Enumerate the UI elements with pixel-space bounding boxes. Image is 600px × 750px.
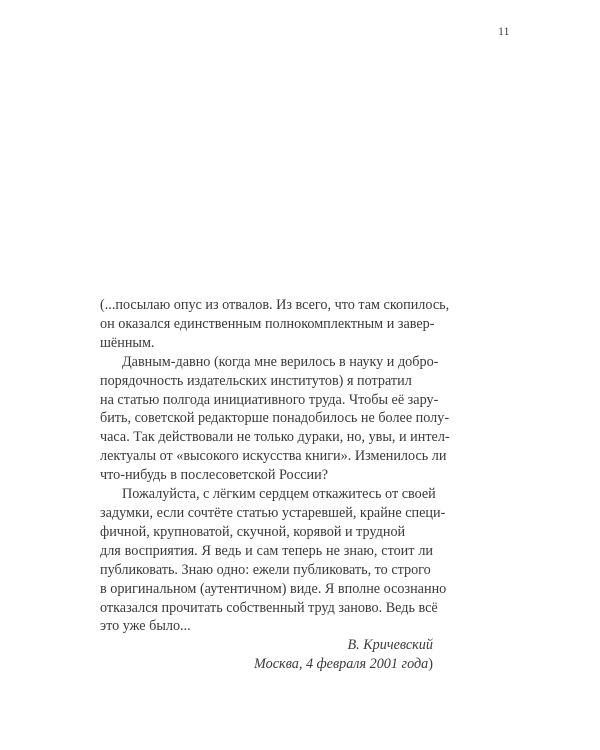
text-line: часа. Так действовали не только дураки, но, увы, и интел- [100, 429, 450, 446]
text-line: в оригинальном (аутентичном) виде. Я вполне осознанно [100, 580, 447, 597]
text-line: это уже было... [100, 618, 191, 635]
text-line: что-нибудь в послесоветской России? [100, 467, 329, 484]
text-line: порядочность издательских институтов) я потратил [100, 372, 412, 389]
text-line: на статью полгода инициативного труда. Чтобы её зару- [100, 391, 439, 408]
closing-paren: ) [428, 656, 433, 673]
text-line: лектуалы от «высокого искусства книги». Изменилось ли [100, 448, 447, 465]
signature-author: В. Кричевский [347, 637, 433, 654]
text-line: для восприятия. Я ведь и сам теперь не знаю, стоит ли [100, 542, 433, 559]
signature-place-date [100, 655, 433, 674]
text-line: (...посылаю опус из отвалов. Из всего, что там скопилось, [100, 297, 450, 313]
body-text [100, 296, 450, 674]
place-date-text: Москва, 4 февраля 2001 года [254, 656, 429, 673]
text-line: бить, советской редакторше понадобилось не более полу- [100, 410, 450, 427]
text-line: он оказался единственным полнокомплектным и завер- [100, 315, 435, 332]
text-line: шённым. [100, 334, 155, 351]
text-line: публиковать. Знаю одно: ежели публиковать, то строго [100, 561, 431, 578]
text-line: Пожалуйста, с лёгким сердцем откажитесь от своей [122, 486, 436, 503]
text-line: фичной, крупноватой, скучной, корявой и трудной [100, 523, 406, 540]
text-line: Давным-давно (когда мне верилось в науку и добро- [122, 353, 439, 370]
text-line: отказался прочитать собственный труд заново. Ведь всё [100, 599, 438, 616]
text-line: задумки, если сочтёте статью устаревшей, крайне специ- [100, 504, 446, 521]
page-number: 11 [498, 24, 510, 38]
